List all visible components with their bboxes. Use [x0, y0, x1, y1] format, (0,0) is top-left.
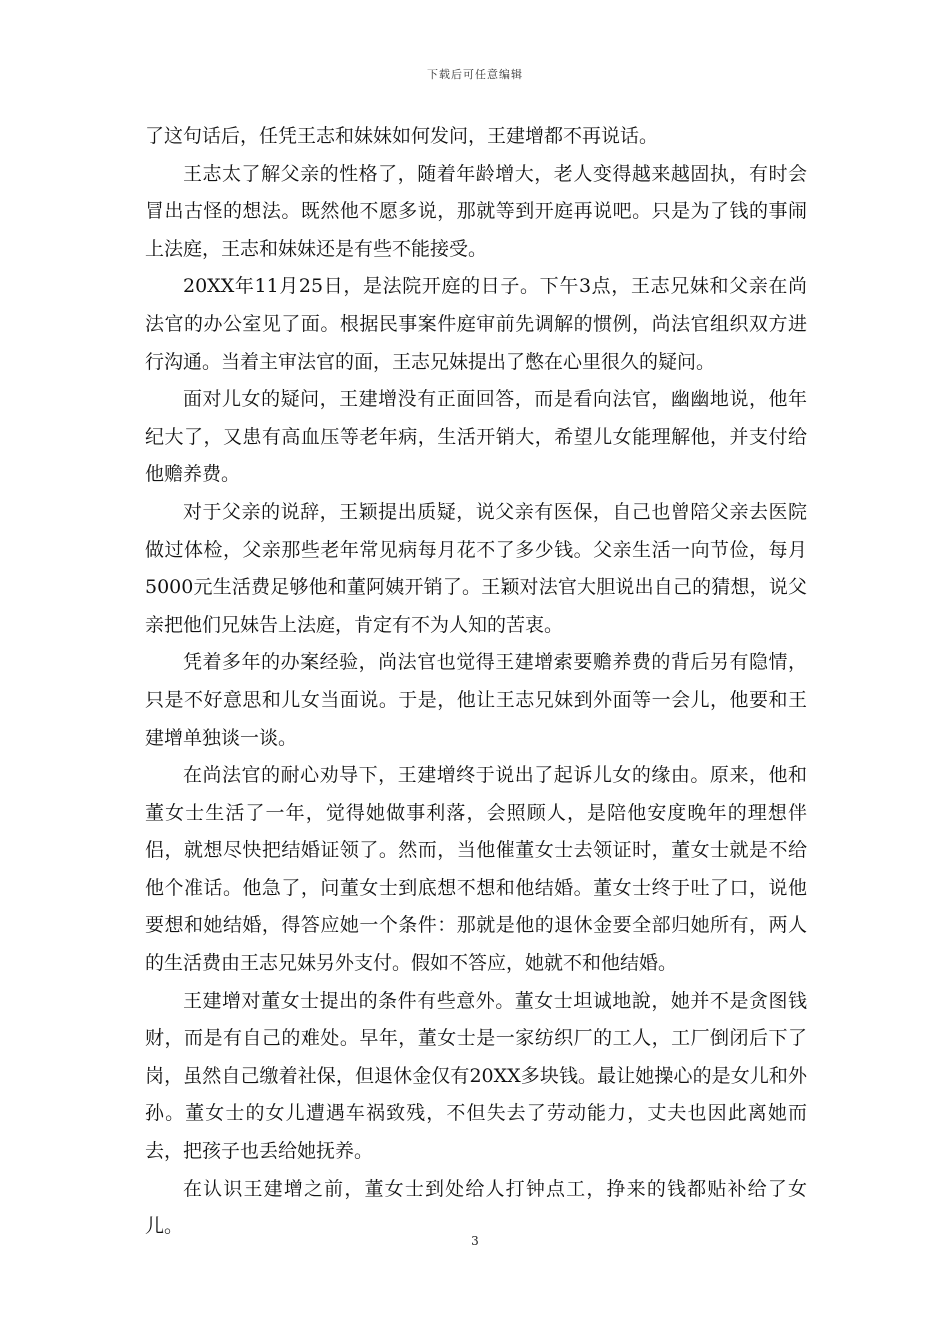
paragraph-4: 面对儿女的疑问，王建增没有正面回答，而是看向法官，幽幽地说，他年纪大了，又患有高血压等老年病，生活开销大，希望儿女能理解他，并支付给他赡养费。	[145, 388, 807, 486]
paragraph-3: 20XX年11月25日，是法院开庭的日子。下午3点，王志兄妹和父亲在尚法官的办公室见了面。根据民事案件庭审前先调解的惯例，尚法官组织双方进行沟通。当着主审法官的面，王志兄妹提出了憋在心里很久的疑问。	[145, 275, 807, 373]
page-number: 3	[471, 1234, 479, 1248]
paragraph-2: 王志太了解父亲的性格了，随着年龄增大，老人变得越来越固执，有时会冒出古怪的想法。既然他不愿多说，那就等到开庭再说吧。只是为了钱的事闹上法庭，王志和妹妹还是有些不能接受。	[145, 162, 807, 260]
paragraph-7: 在尚法官的耐心劝导下，王建增终于说出了起诉儿女的缘由。原来，他和董女士生活了一年，觉得她做事利落，会照顾人，是陪他安度晚年的理想伴侣，就想尽快把结婚证领了。然而，当他催董女士去领证时，董女士就是不给他个准话。他急了，问董女士到底想不想和他结婚。董女士终于吐了口，说他要想和她结婚，得答应她一个条件：那就是他的退休金要全部归她所有，两人的生活费由王志兄妹另外支付。假如不答应，她就不和他结婚。	[145, 764, 807, 975]
paragraph-6: 凭着多年的办案经验，尚法官也觉得王建增索要赡养费的背后另有隐情，只是不好意思和儿女当面说。于是，他让王志兄妹到外面等一会儿，他要和王建增单独谈一谈。	[145, 651, 807, 749]
body-text	[145, 118, 807, 1246]
page-header: 下载后可任意编辑	[427, 68, 523, 81]
paragraph-8: 王建增对董女士提出的条件有些意外。董女士坦诚地說，她并不是贪图钱财，而是有自己的难处。早年，董女士是一家纺织厂的工人，工厂倒闭后下了岗，虽然自己缴着社保，但退休金仅有20XX多块钱。最让她操心的是女儿和外孙。董女士的女儿遭遇车祸致残，不但失去了劳动能力，丈夫也因此离她而去，把孩子也丢给她抚养。	[145, 989, 807, 1163]
paragraph-5: 对于父亲的说辞，王颖提出质疑，说父亲有医保，自己也曾陪父亲去医院做过体检，父亲那些老年常见病每月花不了多少钱。父亲生活一向节俭，每月5000元生活费足够他和董阿姨开销了。王颖对法官大胆说出自己的猜想，说父亲把他们兄妹告上法庭，肯定有不为人知的苦衷。	[145, 500, 807, 636]
paragraph-9: 在认识王建增之前，董女士到处给人打钟点工，挣来的钱都贴补给了女儿。	[145, 1177, 807, 1238]
paragraph-1: 了这句话后，任凭王志和妹妹如何发问，王建增都不再说话。	[145, 125, 659, 147]
